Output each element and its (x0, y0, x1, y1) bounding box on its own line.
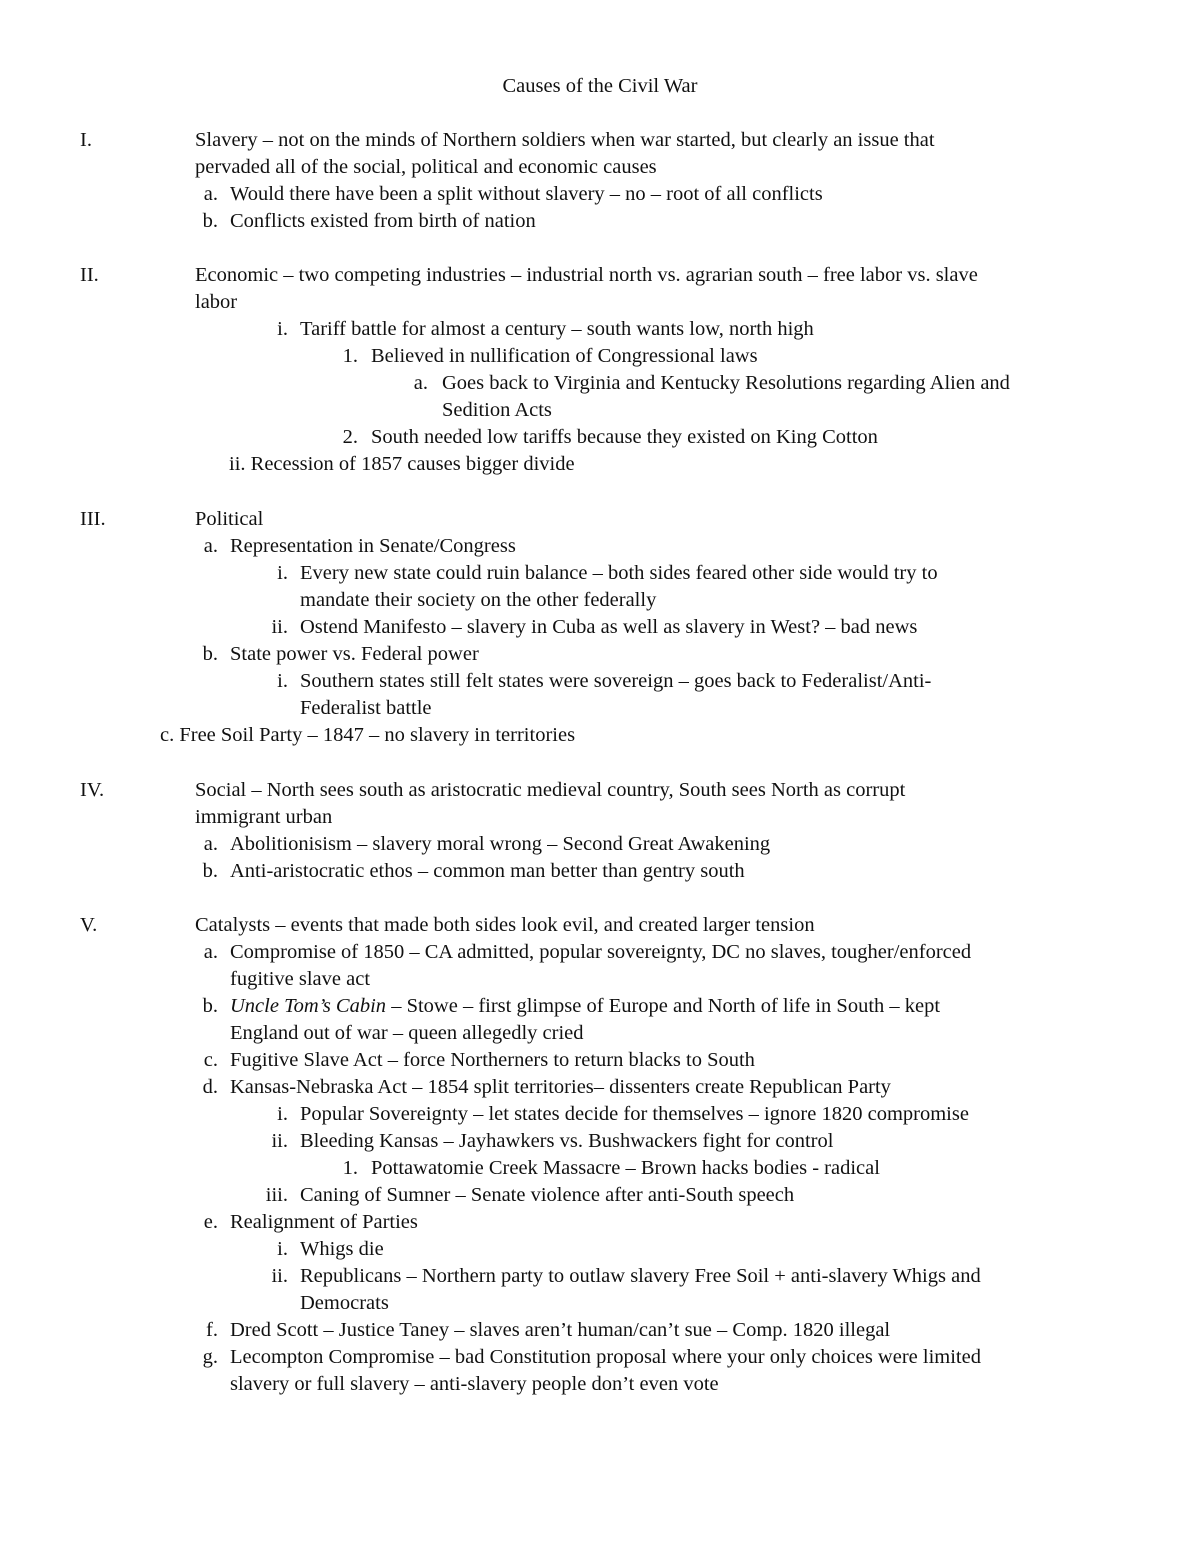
roman-numeral: III. (80, 508, 106, 530)
item-text: fugitive slave act (230, 968, 371, 990)
page-title: Causes of the Civil War (502, 75, 698, 97)
item-text: labor (195, 291, 238, 313)
item-text: England out of war – queen allegedly cried (230, 1022, 584, 1044)
item-text: South needed low tariffs because they existed on King Cotton (371, 426, 878, 448)
item-text: Every new state could ruin balance – both sides feared other side would try to (300, 562, 938, 584)
letter-marker: b. (202, 860, 218, 882)
item-text: Conflicts existed from birth of nation (230, 210, 536, 232)
item-text: Lecompton Compromise – bad Constitution proposal where your only choices were limited (230, 1346, 981, 1368)
item-text: Compromise of 1850 – CA admitted, popular sovereignty, DC no slaves, tougher/enforced (230, 941, 972, 963)
roman-marker: ii. (271, 1265, 288, 1287)
item-text: Would there have been a split without slavery – no – root of all conflicts (230, 183, 823, 205)
roman-marker: i. (277, 318, 288, 340)
letter-marker: g. (202, 1346, 218, 1368)
item-text: Southern states still felt states were sovereign – goes back to Federalist/Anti- (300, 670, 932, 692)
item-text: slavery or full slavery – anti-slavery people don’t even vote (230, 1373, 719, 1395)
item-text: Whigs die (300, 1238, 384, 1260)
item-text: Federalist battle (300, 697, 432, 719)
item-text: Economic – two competing industries – industrial north vs. agrarian south – free labor vs. slave (195, 264, 978, 286)
letter-marker: b. (202, 995, 218, 1017)
item-text: State power vs. Federal power (230, 643, 479, 665)
roman-numeral: V. (80, 914, 98, 936)
letter-marker: d. (202, 1076, 218, 1098)
item-text: mandate their society on the other federally (300, 589, 657, 611)
letter-marker: a. (203, 941, 218, 963)
roman-marker: iii. (265, 1184, 288, 1206)
item-text: Popular Sovereignty – let states decide for themselves – ignore 1820 compromise (300, 1103, 969, 1125)
item-text: pervaded all of the social, political and economic causes (195, 156, 657, 178)
item-text: Catalysts – events that made both sides look evil, and created larger tension (195, 914, 815, 936)
item-text: Caning of Sumner – Senate violence after anti-South speech (300, 1184, 795, 1206)
item-text: Bleeding Kansas – Jayhawkers vs. Bushwackers fight for control (300, 1130, 834, 1152)
item-text: Sedition Acts (442, 399, 552, 421)
item-text: Political (195, 508, 264, 530)
item-text: Tariff battle for almost a century – south wants low, north high (300, 318, 814, 340)
letter-marker: a. (203, 833, 218, 855)
roman-numeral: I. (80, 129, 92, 151)
item-text: Social – North sees south as aristocratic medieval country, South sees North as corrupt (195, 779, 906, 801)
item-text: Abolitionisism – slavery moral wrong – Second Great Awakening (230, 833, 771, 855)
letter-marker: a. (203, 183, 218, 205)
item-text-rest: – Stowe – first glimpse of Europe and North of life in South – kept (386, 995, 941, 1017)
item-text: Ostend Manifesto – slavery in Cuba as well as slavery in West? – bad news (300, 616, 918, 638)
roman-marker: i. (277, 670, 288, 692)
letter-marker: f. (206, 1319, 218, 1341)
item-text: Goes back to Virginia and Kentucky Resolutions regarding Alien and (442, 372, 1010, 394)
item-text: c. Free Soil Party – 1847 – no slavery in territories (160, 724, 576, 746)
item-text: Believed in nullification of Congressional laws (371, 345, 758, 367)
item-text: Dred Scott – Justice Taney – slaves aren’t human/can’t sue – Comp. 1820 illegal (230, 1319, 891, 1341)
roman-numeral: IV. (80, 779, 105, 801)
item-text: Representation in Senate/Congress (230, 535, 516, 557)
item-text: Fugitive Slave Act – force Northerners to return blacks to South (230, 1049, 755, 1071)
letter-marker: a. (203, 535, 218, 557)
letter-marker: b. (202, 210, 218, 232)
roman-marker: ii. (271, 616, 288, 638)
letter-marker: e. (203, 1211, 218, 1233)
item-text (230, 993, 940, 1020)
item-text: ii. Recession of 1857 causes bigger divide (229, 453, 575, 475)
roman-marker: i. (277, 1238, 288, 1260)
item-text: Anti-aristocratic ethos – common man better than gentry south (230, 860, 745, 882)
number-marker: 1. (342, 1157, 358, 1179)
roman-marker: i. (277, 562, 288, 584)
number-marker: 2. (342, 426, 358, 448)
number-marker: 1. (342, 345, 358, 367)
roman-marker: ii. (271, 1130, 288, 1152)
item-text: Pottawatomie Creek Massacre – Brown hacks bodies - radical (371, 1157, 880, 1179)
item-text: immigrant urban (195, 806, 333, 828)
item-text: Democrats (300, 1292, 389, 1314)
letter-marker: c. (203, 1049, 218, 1071)
book-title: Uncle Tom’s Cabin (230, 995, 387, 1017)
item-text: Kansas-Nebraska Act – 1854 split territories– dissenters create Republican Party (230, 1076, 891, 1098)
item-text: Realignment of Parties (230, 1211, 418, 1233)
item-text: Slavery – not on the minds of Northern soldiers when war started, but clearly an issue that (195, 129, 935, 151)
item-text: Republicans – Northern party to outlaw slavery Free Soil + anti-slavery Whigs and (300, 1265, 981, 1287)
roman-marker: i. (277, 1103, 288, 1125)
roman-numeral: II. (80, 264, 99, 286)
letter-marker: b. (202, 643, 218, 665)
letter-marker: a. (413, 372, 428, 394)
